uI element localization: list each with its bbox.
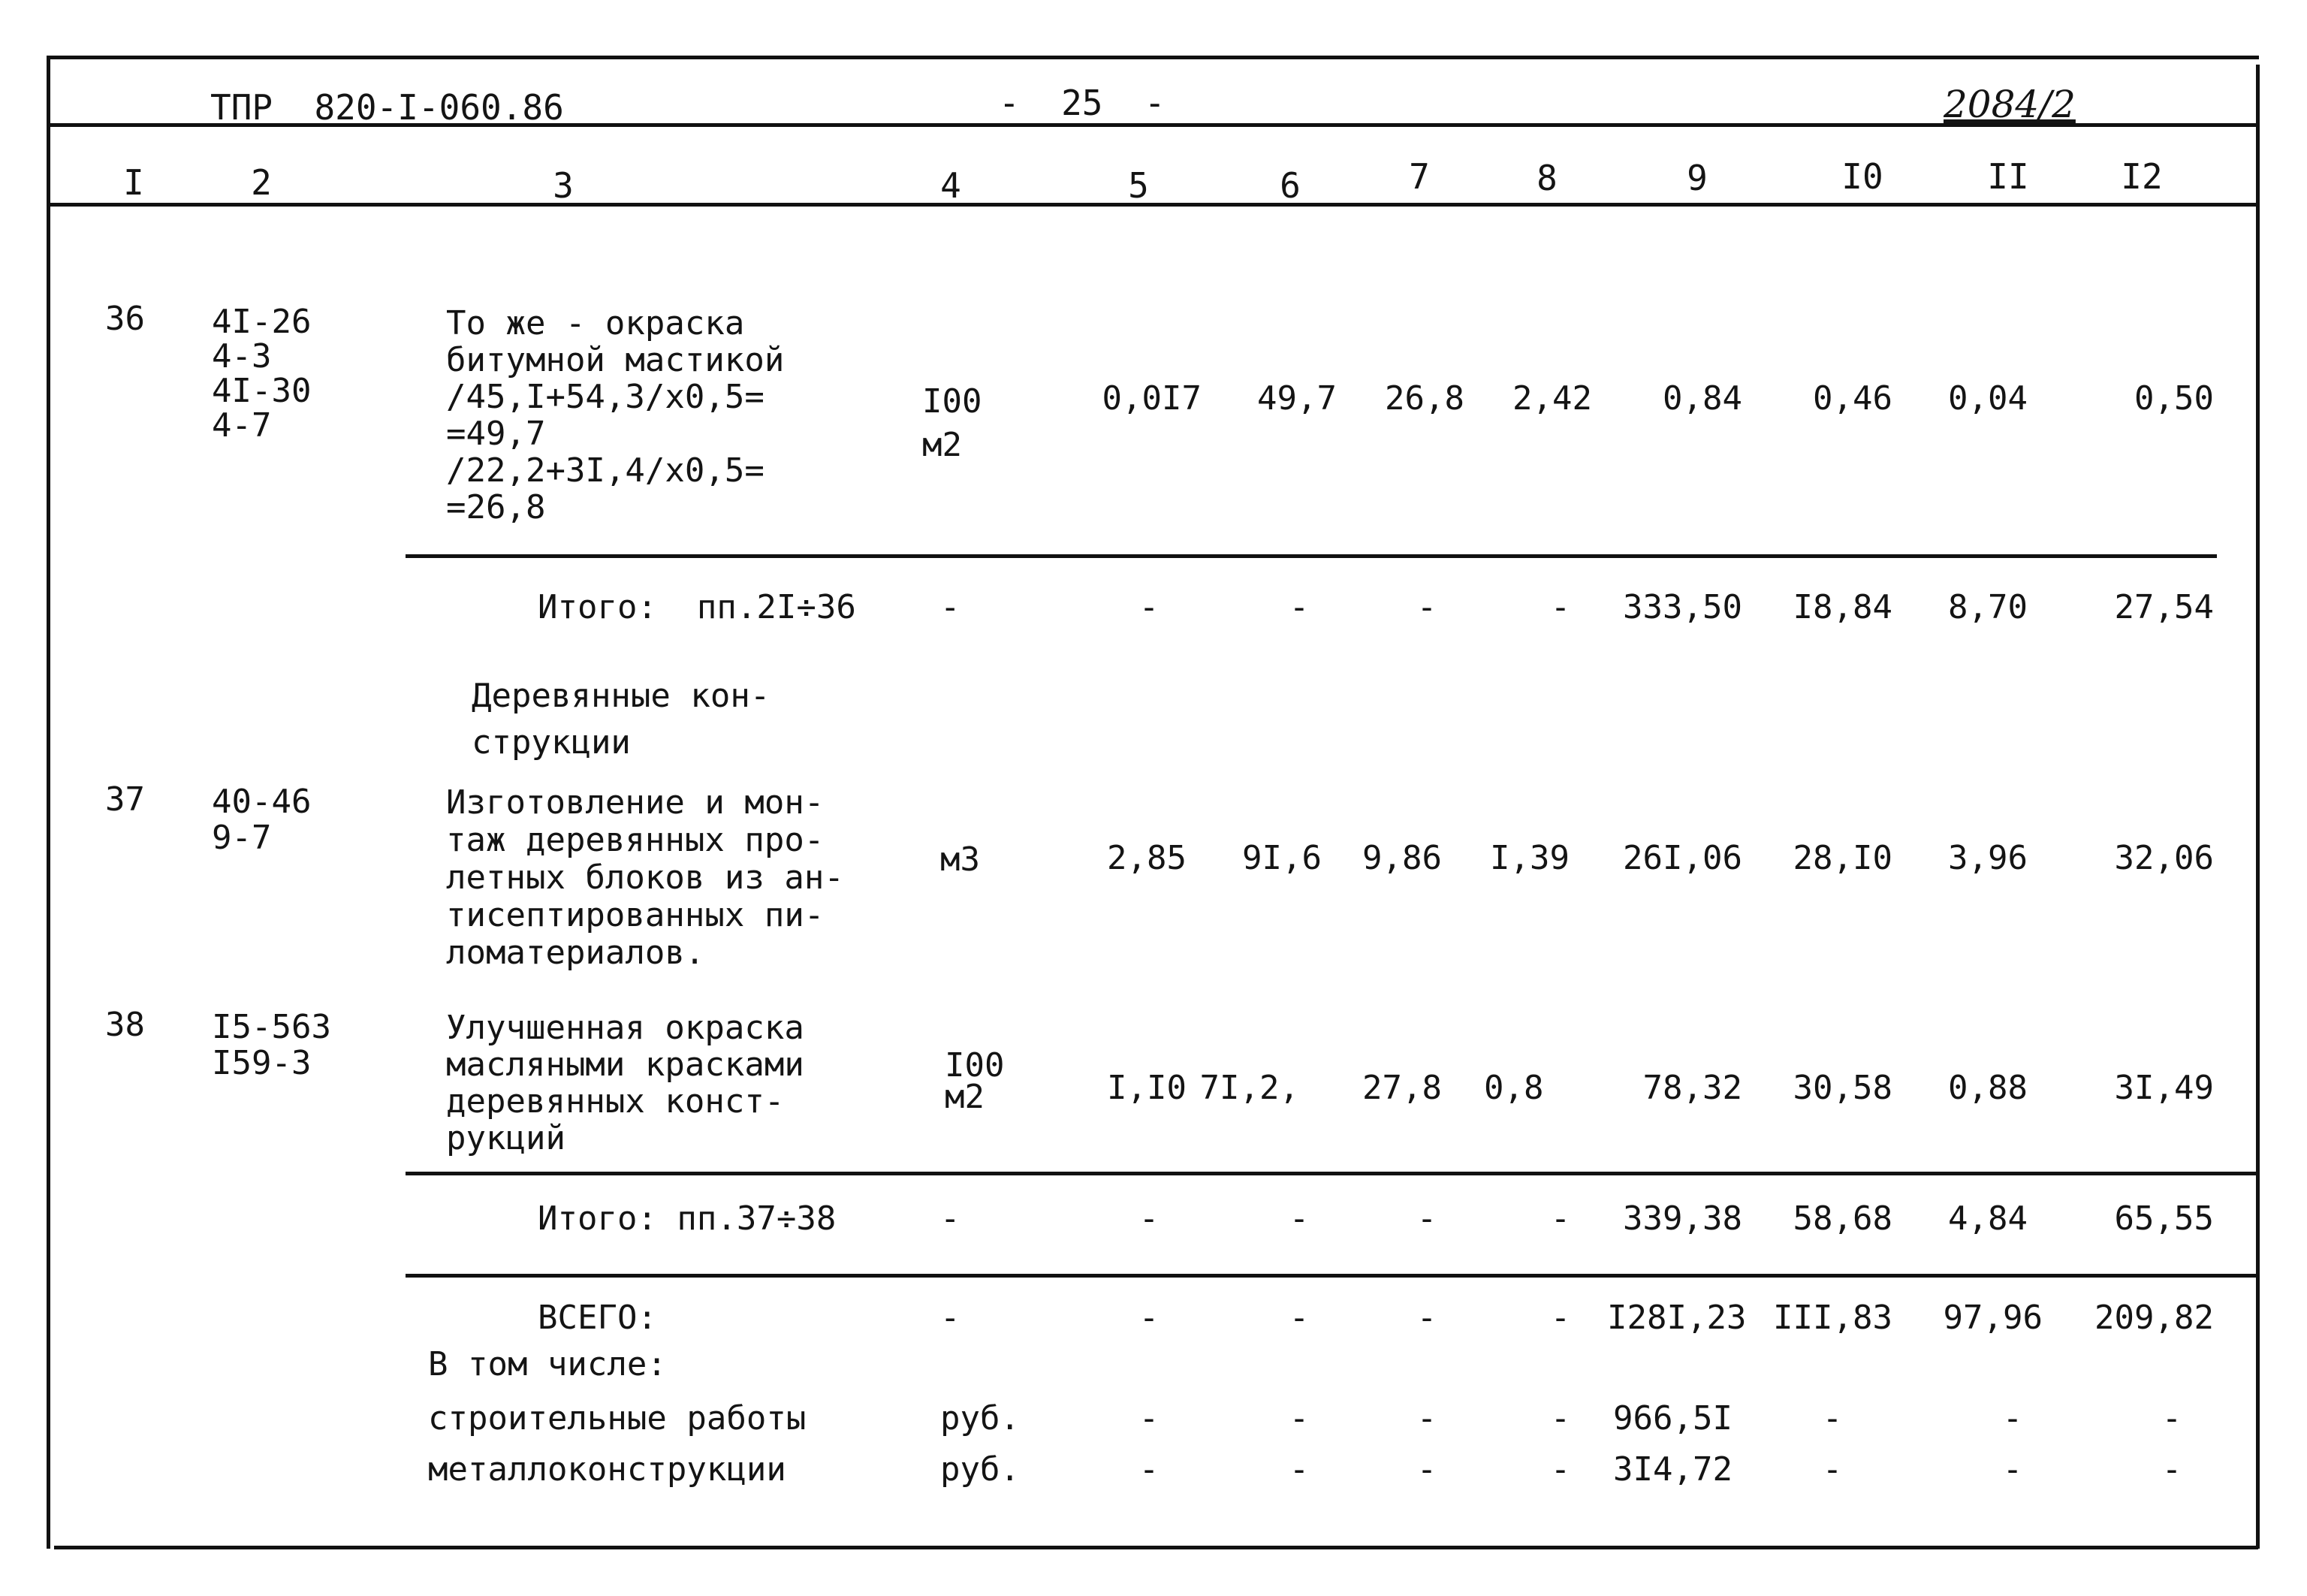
total-label: ВСЕГО: [538, 1299, 657, 1337]
total-col10: III,83 [1773, 1299, 1892, 1337]
construction-col11: - [2002, 1399, 2023, 1438]
metal-col11: - [2002, 1450, 2023, 1489]
document-code: ТПР 820-I-060.86 [210, 87, 564, 128]
construction-col9: 966,5I [1613, 1399, 1733, 1438]
row-37-unit: м3 [940, 840, 980, 879]
row-38-col11: 0,88 [1948, 1069, 2028, 1107]
row-38-unit: I00 м2 [945, 1046, 1005, 1116]
sheet-mark: 2084/2 [1944, 83, 2076, 126]
total-unit: - [940, 1299, 960, 1337]
subtotal-1-unit: - [940, 588, 960, 626]
metal-col7: - [1416, 1450, 1437, 1489]
section-heading-wood: Деревянные кон- струкции [472, 677, 771, 762]
total-col12: 209,82 [2094, 1299, 2214, 1337]
row-38-col12: 3I,49 [2114, 1069, 2214, 1107]
col-header-9: 9 [1687, 158, 1708, 198]
subtotal-1-col8: - [1550, 588, 1571, 626]
subtotal-1-rule [406, 554, 2217, 558]
col-header-10: I0 [1841, 156, 1883, 197]
row-36-code: 4I-26 4-3 4I-30 4-7 [212, 303, 312, 445]
frame-border-top [47, 56, 2259, 59]
total-col11: 97,96 [1943, 1299, 2043, 1337]
metal-col10: - [1822, 1450, 1843, 1489]
subtotal-1-label: Итого: пп.2I÷36 [538, 588, 856, 626]
metal-col6: - [1289, 1450, 1310, 1489]
frame-border-left [47, 56, 50, 1549]
subtotal-1-col9: 333,50 [1623, 588, 1742, 626]
col-header-3: 3 [553, 165, 574, 206]
row-38-number: 38 [105, 1006, 145, 1044]
subtotal-1-col5: - [1138, 588, 1160, 626]
col-header-2: 2 [251, 162, 272, 203]
row-37-col12: 32,06 [2114, 839, 2214, 877]
row-37-col9: 26I,06 [1623, 839, 1742, 877]
frame-border-bottom [54, 1546, 2258, 1549]
subtotal-1-col10: I8,84 [1793, 588, 1892, 626]
row-37-col8: I,39 [1490, 839, 1570, 877]
subtotal-2-unit: - [940, 1199, 960, 1238]
col-header-5: 5 [1128, 165, 1149, 206]
row-36-description: То же - окраска битумной мастикой /45,I+54,3/x0,5= =49,7 /22,2+3I,4/x0,5= =26,8 [446, 304, 785, 526]
construction-col12: - [2161, 1399, 2182, 1438]
row-37-code: 40-46 9-7 [212, 783, 312, 857]
col-header-6: 6 [1280, 165, 1301, 206]
total-col8: - [1550, 1299, 1571, 1337]
col-header-12: I2 [2121, 156, 2163, 197]
row-37-col5: 2,85 [1107, 839, 1187, 877]
row-36-col9: 0,84 [1663, 379, 1742, 418]
row-36-col11: 0,04 [1948, 379, 2028, 418]
row-38-col6: 7I,2, [1199, 1069, 1299, 1107]
total-col6: - [1289, 1299, 1310, 1337]
total-rule [406, 1274, 2256, 1278]
column-header-rule [47, 203, 2259, 207]
total-col5: - [1138, 1299, 1160, 1337]
row-37-col6: 9I,6 [1242, 839, 1322, 877]
row-36-col5: 0,0I7 [1102, 379, 1202, 418]
row-38-code: I5-563 I59-3 [212, 1008, 331, 1082]
subtotal-2-col8: - [1550, 1199, 1571, 1238]
frame-border-right [2256, 65, 2260, 1549]
subtotal-1-col11: 8,70 [1948, 588, 2028, 626]
row-37-col7: 9,86 [1362, 839, 1442, 877]
metal-label: металлоконструкции [428, 1450, 786, 1489]
row-38-col10: 30,58 [1793, 1069, 1892, 1107]
subtotal-1-col6: - [1289, 588, 1310, 626]
metal-unit: руб. [940, 1450, 1020, 1489]
subtotal-2-label: Итого: пп.37÷38 [538, 1199, 837, 1238]
row-38-col8: 0,8 [1484, 1069, 1544, 1107]
row-36-col10: 0,46 [1813, 379, 1892, 418]
subtotal-2-col6: - [1289, 1199, 1310, 1238]
row-38-description: Улучшенная окраска масляными красками деревянных конст- рукций [446, 1009, 804, 1157]
construction-col7: - [1416, 1399, 1437, 1438]
row-37-col10: 28,I0 [1793, 839, 1892, 877]
subtotal-2-rule [406, 1172, 2256, 1175]
metal-col5: - [1138, 1450, 1160, 1489]
metal-col12: - [2161, 1450, 2182, 1489]
subtotal-2-col5: - [1138, 1199, 1160, 1238]
col-header-11: II [1987, 156, 2029, 197]
subtotal-2-col7: - [1416, 1199, 1437, 1238]
metal-col8: - [1550, 1450, 1571, 1489]
subtotal-2-col9: 339,38 [1623, 1199, 1742, 1238]
row-36-col7: 26,8 [1385, 379, 1464, 418]
total-col9: I28I,23 [1607, 1299, 1747, 1337]
construction-col5: - [1138, 1399, 1160, 1438]
col-header-8: 8 [1536, 158, 1558, 198]
row-38-col9: 78,32 [1642, 1069, 1742, 1107]
subtotal-2-col11: 4,84 [1948, 1199, 2028, 1238]
row-37-number: 37 [105, 780, 145, 819]
row-36-number: 36 [105, 300, 145, 338]
row-38-col5: I,I0 [1107, 1069, 1187, 1107]
construction-col10: - [1822, 1399, 1843, 1438]
row-36-unit: I00 м2 [922, 382, 982, 464]
row-37-col11: 3,96 [1948, 839, 2028, 877]
subtotal-1-col12: 27,54 [2114, 588, 2214, 626]
subtotal-2-col10: 58,68 [1793, 1199, 1892, 1238]
subtotal-1-col7: - [1416, 588, 1437, 626]
col-header-4: 4 [940, 165, 961, 206]
row-38-col7: 27,8 [1362, 1069, 1442, 1107]
col-header-7: 7 [1409, 156, 1430, 197]
construction-col8: - [1550, 1399, 1571, 1438]
row-36-col6: 49,7 [1257, 379, 1337, 418]
col-header-1: I [123, 162, 144, 203]
row-36-col12: 0,50 [2134, 379, 2214, 418]
including-label: В том числе: [428, 1345, 667, 1383]
construction-label: строительные работы [428, 1399, 807, 1438]
row-36-col8: 2,42 [1512, 379, 1592, 418]
row-37-description: Изготовление и мон- таж деревянных про- летных блоков из ан- тисептированных пи- ломатериалов. [446, 783, 844, 972]
subtotal-2-col12: 65,55 [2114, 1199, 2214, 1238]
construction-unit: руб. [940, 1399, 1020, 1438]
construction-col6: - [1289, 1399, 1310, 1438]
metal-col9: 3I4,72 [1613, 1450, 1733, 1489]
total-col7: - [1416, 1299, 1437, 1337]
page-number: - 25 - [999, 83, 1166, 123]
header-rule [47, 123, 2259, 127]
